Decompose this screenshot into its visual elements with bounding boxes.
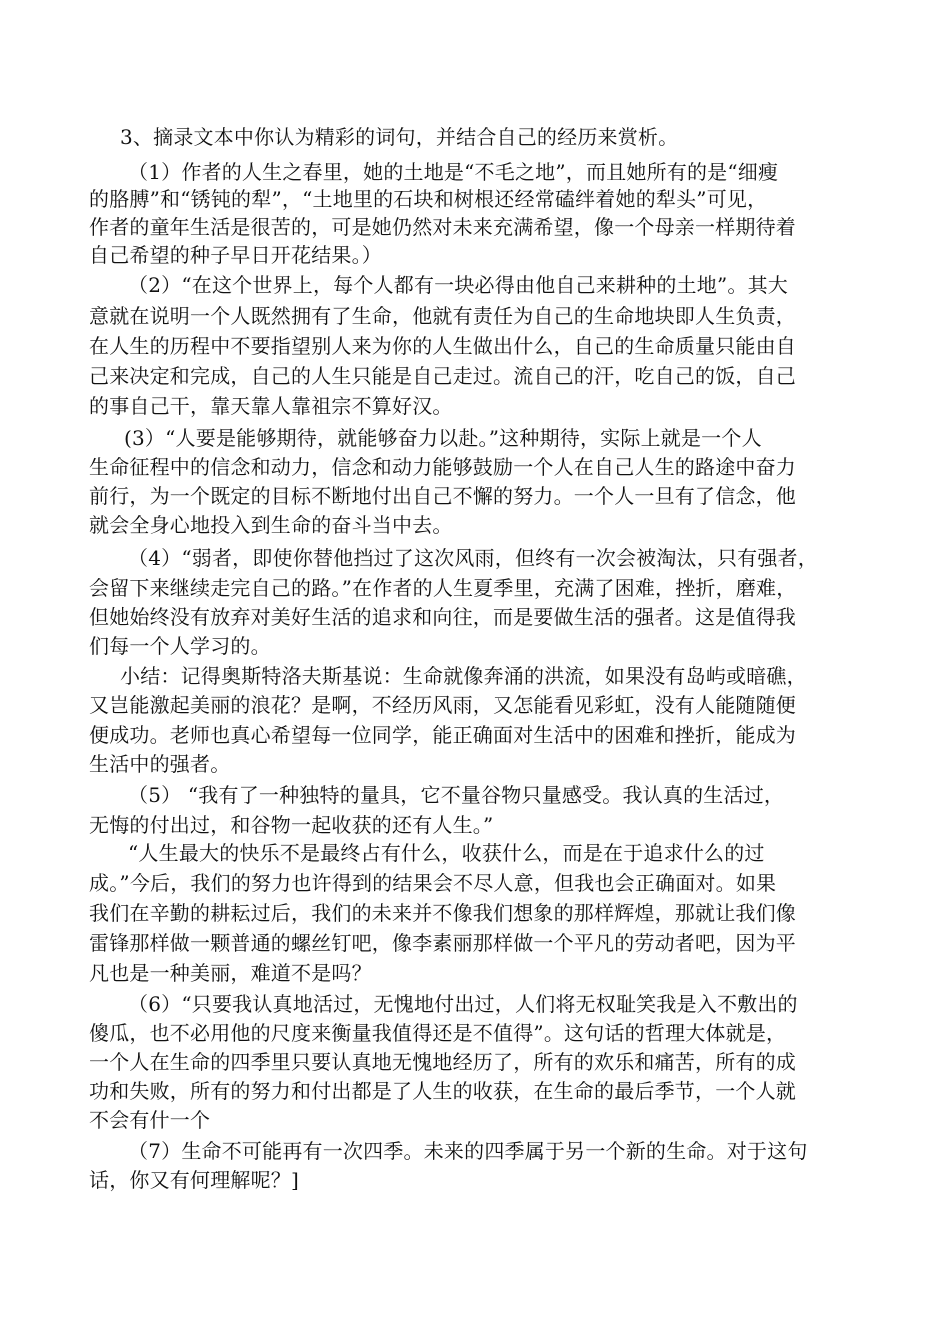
- text-line: “人生最大的快乐不是最终占有什么，收获什么，而是在于追求什么的过: [128, 841, 765, 865]
- text-line: 生活中的强者。: [89, 752, 231, 776]
- text-line: （7）生命不可能再有一次四季。未来的四季属于另一个新的生命。对于这句: [128, 1139, 808, 1163]
- text-line: （1）作者的人生之春里，她的土地是“不毛之地”，而且她所有的是“细瘦: [128, 160, 779, 184]
- text-line: 雷锋那样做一颗普通的螺丝钉吧，像李素丽那样做一个平凡的劳动者吧，因为平: [89, 931, 796, 955]
- text-line: （6）“只要我认真地活过，无愧地付出过，人们将无权耻笑我是入不敷出的: [128, 992, 798, 1016]
- text-line: 功和失败，所有的努力和付出都是了人生的收获，在生命的最后季节，一个人就: [89, 1079, 796, 1103]
- text-line: 便成功。老师也真心希望每一位同学，能正确面对生活中的困难和挫折，能成为: [89, 723, 796, 747]
- text-line: 但她始终没有放弃对美好生活的追求和向往，而是要做生活的强者。这是值得我: [89, 605, 796, 629]
- text-line: 又岂能激起美丽的浪花？是啊，不经历风雨，又怎能看见彩虹，没有人能随随便: [89, 693, 796, 717]
- text-line: 己来决定和完成，自己的人生只能是自己走过。流自己的汗，吃自己的饭，自己: [89, 364, 796, 388]
- text-line: 们每一个人学习的。: [89, 634, 271, 658]
- text-line: 作者的童年生活是很苦的，可是她仍然对未来充满希望，像一个母亲一样期待着: [89, 215, 796, 239]
- text-line: 会留下来继续走完自己的路。”在作者的人生夏季里，充满了困难，挫折，磨难，: [89, 576, 797, 600]
- text-line: 小结：记得奥斯特洛夫斯基说：生命就像奔涌的洪流，如果没有岛屿或暗礁，: [120, 664, 807, 688]
- text-line: （2）“在这个世界上，每个人都有一块必得由他自己来耕种的土地”。其大: [128, 273, 788, 297]
- text-line: 一个人在生命的四季里只要认真地无愧地经历了，所有的欢乐和痛苦，所有的成: [89, 1050, 796, 1074]
- text-line: 3、摘录文本中你认为精彩的词句，并结合自己的经历来赏析。: [120, 125, 679, 149]
- text-line: 话，你又有何理解呢？]: [89, 1168, 300, 1192]
- text-line: 不会有什一个: [89, 1108, 211, 1132]
- text-line: 在人生的历程中不要指望别人来为你的人生做出什么，自己的生命质量只能由自: [89, 334, 796, 358]
- text-line: 的事自己干，靠天靠人靠祖宗不算好汉。: [89, 394, 453, 418]
- text-line: 生命征程中的信念和动力，信念和动力能够鼓励一个人在自己人生的路途中奋力: [89, 455, 796, 479]
- text-line: （5） “我有了一种独特的量具，它不量谷物只量感受。我认真的生活过，: [128, 783, 785, 807]
- text-line: （4）“弱者，即使你替他挡过了这次风雨，但终有一次会被淘汰，只有强者，: [128, 546, 818, 570]
- text-line: 我们在辛勤的耕耘过后，我们的未来并不像我们想象的那样辉煌，那就让我们像: [89, 901, 796, 925]
- text-line: 意就在说明一个人既然拥有了生命，他就有责任为自己的生命地块即人生负责，: [89, 304, 796, 328]
- text-line: 前行，为一个既定的目标不断地付出自己不懈的努力。一个人一旦有了信念，他: [89, 484, 796, 508]
- text-line: 成。”今后，我们的努力也许得到的结果会不尽人意，但我也会正确面对。如果: [89, 871, 777, 895]
- text-line: (3）“人要是能够期待，就能够奋力以赴。”这种期待，实际上就是一个人: [124, 426, 762, 450]
- text-line: 无悔的付出过，和谷物一起收获的还有人生。”: [89, 813, 494, 837]
- text-line: 自己希望的种子早日开花结果。）: [89, 243, 382, 267]
- text-line: 凡也是一种美丽，难道不是吗？: [89, 961, 372, 985]
- text-line: 傻瓜，也不必用他的尺度来衡量我值得还是不值得”。这句话的哲理大体就是，: [89, 1021, 787, 1045]
- text-line: 就会全身心地投入到生命的奋斗当中去。: [89, 513, 453, 537]
- text-line: 的胳膊”和“锈钝的犁”，“土地里的石块和树根还经常磕绊着她的犁头”可见，: [89, 187, 768, 211]
